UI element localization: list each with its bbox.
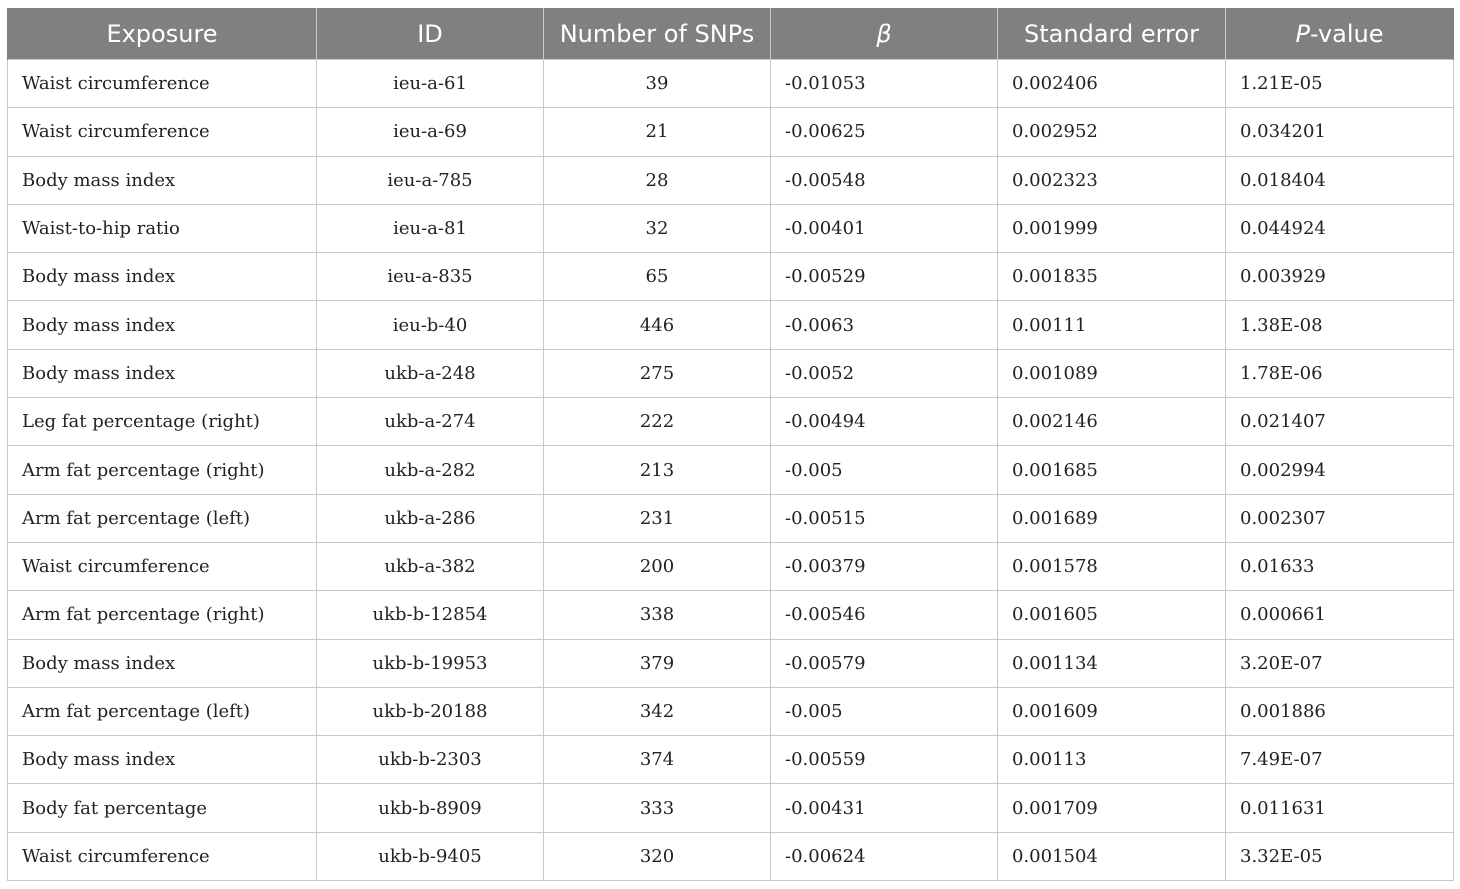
cell-p-value: 1.78E-06 bbox=[1226, 349, 1454, 397]
cell-standard-error: 0.001578 bbox=[998, 542, 1226, 590]
cell-standard-error: 0.002952 bbox=[998, 108, 1226, 156]
header-p-value: P-value bbox=[1226, 8, 1454, 60]
cell-exposure: Arm fat percentage (right) bbox=[8, 591, 317, 639]
cell-exposure: Arm fat percentage (left) bbox=[8, 494, 317, 542]
table-row bbox=[8, 784, 1454, 832]
table-row bbox=[8, 156, 1454, 204]
table-row bbox=[8, 494, 1454, 542]
cell-p-value: 0.002994 bbox=[1226, 446, 1454, 494]
cell-p-value: 3.20E-07 bbox=[1226, 639, 1454, 687]
cell-standard-error: 0.001999 bbox=[998, 204, 1226, 252]
cell-standard-error: 0.001709 bbox=[998, 784, 1226, 832]
table-row bbox=[8, 591, 1454, 639]
table-row bbox=[8, 446, 1454, 494]
cell-number-of-snps: 200 bbox=[544, 542, 771, 590]
cell-standard-error: 0.001835 bbox=[998, 253, 1226, 301]
table-body bbox=[8, 60, 1454, 881]
header-beta: β bbox=[771, 8, 998, 60]
header-exposure: Exposure bbox=[8, 8, 317, 60]
cell-beta: -0.00624 bbox=[771, 832, 998, 880]
cell-beta: -0.005 bbox=[771, 446, 998, 494]
cell-exposure: Body mass index bbox=[8, 639, 317, 687]
cell-standard-error: 0.001689 bbox=[998, 494, 1226, 542]
cell-beta: -0.005 bbox=[771, 687, 998, 735]
header-number-of-snps: Number of SNPs bbox=[544, 8, 771, 60]
table-row bbox=[8, 349, 1454, 397]
cell-id: ukb-a-282 bbox=[317, 446, 544, 494]
cell-id: ukb-b-19953 bbox=[317, 639, 544, 687]
header-standard-error: Standard error bbox=[998, 8, 1226, 60]
cell-p-value: 0.034201 bbox=[1226, 108, 1454, 156]
cell-beta: -0.00548 bbox=[771, 156, 998, 204]
header-id: ID bbox=[317, 8, 544, 60]
cell-p-value: 3.32E-05 bbox=[1226, 832, 1454, 880]
cell-standard-error: 0.00113 bbox=[998, 736, 1226, 784]
cell-id: ukb-b-9405 bbox=[317, 832, 544, 880]
cell-number-of-snps: 222 bbox=[544, 398, 771, 446]
cell-beta: -0.00625 bbox=[771, 108, 998, 156]
header-row bbox=[8, 8, 1454, 60]
table-row bbox=[8, 108, 1454, 156]
cell-beta: -0.0063 bbox=[771, 301, 998, 349]
cell-number-of-snps: 446 bbox=[544, 301, 771, 349]
cell-number-of-snps: 28 bbox=[544, 156, 771, 204]
table-row bbox=[8, 687, 1454, 735]
table-row bbox=[8, 832, 1454, 880]
cell-exposure: Body mass index bbox=[8, 253, 317, 301]
cell-exposure: Body mass index bbox=[8, 156, 317, 204]
cell-id: ieu-a-69 bbox=[317, 108, 544, 156]
cell-exposure: Body fat percentage bbox=[8, 784, 317, 832]
cell-exposure: Arm fat percentage (left) bbox=[8, 687, 317, 735]
table-row bbox=[8, 253, 1454, 301]
cell-beta: -0.00559 bbox=[771, 736, 998, 784]
table-row bbox=[8, 542, 1454, 590]
cell-p-value: 0.002307 bbox=[1226, 494, 1454, 542]
cell-p-value: 1.21E-05 bbox=[1226, 60, 1454, 108]
table-row bbox=[8, 398, 1454, 446]
cell-number-of-snps: 320 bbox=[544, 832, 771, 880]
cell-standard-error: 0.002146 bbox=[998, 398, 1226, 446]
cell-exposure: Body mass index bbox=[8, 349, 317, 397]
cell-number-of-snps: 231 bbox=[544, 494, 771, 542]
table-header bbox=[8, 8, 1454, 60]
cell-id: ieu-a-785 bbox=[317, 156, 544, 204]
cell-p-value: 0.01633 bbox=[1226, 542, 1454, 590]
cell-number-of-snps: 379 bbox=[544, 639, 771, 687]
cell-standard-error: 0.002406 bbox=[998, 60, 1226, 108]
cell-p-value: 1.38E-08 bbox=[1226, 301, 1454, 349]
cell-exposure: Waist circumference bbox=[8, 832, 317, 880]
cell-standard-error: 0.001089 bbox=[998, 349, 1226, 397]
cell-id: ukb-b-12854 bbox=[317, 591, 544, 639]
cell-number-of-snps: 65 bbox=[544, 253, 771, 301]
cell-standard-error: 0.001504 bbox=[998, 832, 1226, 880]
cell-number-of-snps: 275 bbox=[544, 349, 771, 397]
cell-p-value: 0.011631 bbox=[1226, 784, 1454, 832]
cell-number-of-snps: 338 bbox=[544, 591, 771, 639]
cell-exposure: Waist circumference bbox=[8, 108, 317, 156]
cell-id: ukb-b-8909 bbox=[317, 784, 544, 832]
cell-standard-error: 0.002323 bbox=[998, 156, 1226, 204]
cell-exposure: Body mass index bbox=[8, 301, 317, 349]
table-row bbox=[8, 60, 1454, 108]
cell-beta: -0.01053 bbox=[771, 60, 998, 108]
cell-id: ukb-b-2303 bbox=[317, 736, 544, 784]
table-row bbox=[8, 639, 1454, 687]
cell-beta: -0.00546 bbox=[771, 591, 998, 639]
cell-exposure: Arm fat percentage (right) bbox=[8, 446, 317, 494]
cell-id: ukb-a-286 bbox=[317, 494, 544, 542]
cell-exposure: Waist-to-hip ratio bbox=[8, 204, 317, 252]
cell-id: ieu-b-40 bbox=[317, 301, 544, 349]
table-row bbox=[8, 204, 1454, 252]
cell-number-of-snps: 342 bbox=[544, 687, 771, 735]
cell-p-value: 0.003929 bbox=[1226, 253, 1454, 301]
cell-exposure: Leg fat percentage (right) bbox=[8, 398, 317, 446]
cell-id: ukb-a-248 bbox=[317, 349, 544, 397]
cell-number-of-snps: 21 bbox=[544, 108, 771, 156]
cell-id: ieu-a-835 bbox=[317, 253, 544, 301]
cell-p-value: 0.001886 bbox=[1226, 687, 1454, 735]
cell-standard-error: 0.001134 bbox=[998, 639, 1226, 687]
cell-beta: -0.00431 bbox=[771, 784, 998, 832]
cell-p-value: 0.044924 bbox=[1226, 204, 1454, 252]
cell-beta: -0.0052 bbox=[771, 349, 998, 397]
cell-standard-error: 0.001605 bbox=[998, 591, 1226, 639]
cell-beta: -0.00379 bbox=[771, 542, 998, 590]
cell-p-value: 0.000661 bbox=[1226, 591, 1454, 639]
cell-standard-error: 0.00111 bbox=[998, 301, 1226, 349]
cell-beta: -0.00515 bbox=[771, 494, 998, 542]
cell-p-value: 7.49E-07 bbox=[1226, 736, 1454, 784]
table-row bbox=[8, 301, 1454, 349]
cell-beta: -0.00579 bbox=[771, 639, 998, 687]
cell-id: ukb-a-382 bbox=[317, 542, 544, 590]
results-table-container bbox=[7, 8, 1453, 881]
results-table bbox=[7, 8, 1454, 881]
cell-number-of-snps: 213 bbox=[544, 446, 771, 494]
table-row bbox=[8, 736, 1454, 784]
cell-id: ieu-a-61 bbox=[317, 60, 544, 108]
cell-standard-error: 0.001685 bbox=[998, 446, 1226, 494]
cell-exposure: Waist circumference bbox=[8, 542, 317, 590]
cell-id: ukb-b-20188 bbox=[317, 687, 544, 735]
cell-number-of-snps: 39 bbox=[544, 60, 771, 108]
cell-exposure: Body mass index bbox=[8, 736, 317, 784]
cell-beta: -0.00494 bbox=[771, 398, 998, 446]
cell-p-value: 0.021407 bbox=[1226, 398, 1454, 446]
cell-number-of-snps: 32 bbox=[544, 204, 771, 252]
cell-exposure: Waist circumference bbox=[8, 60, 317, 108]
cell-number-of-snps: 333 bbox=[544, 784, 771, 832]
cell-standard-error: 0.001609 bbox=[998, 687, 1226, 735]
cell-number-of-snps: 374 bbox=[544, 736, 771, 784]
cell-p-value: 0.018404 bbox=[1226, 156, 1454, 204]
cell-beta: -0.00529 bbox=[771, 253, 998, 301]
cell-id: ieu-a-81 bbox=[317, 204, 544, 252]
cell-id: ukb-a-274 bbox=[317, 398, 544, 446]
cell-beta: -0.00401 bbox=[771, 204, 998, 252]
